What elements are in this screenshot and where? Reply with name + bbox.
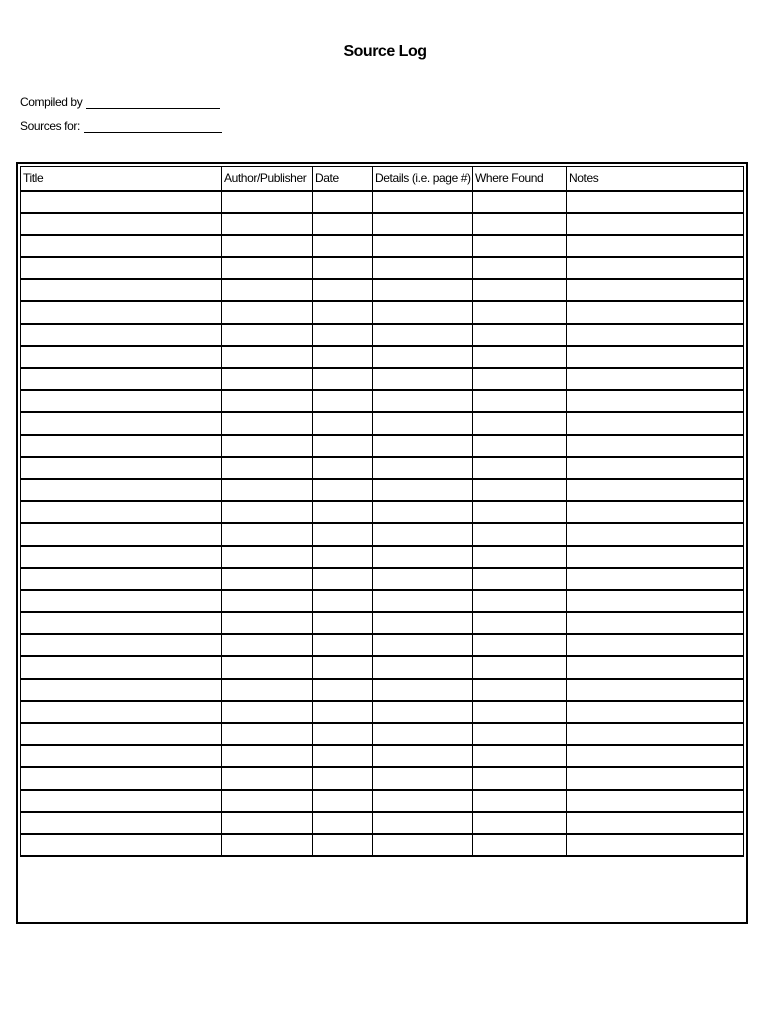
table-cell[interactable] xyxy=(567,568,744,590)
table-cell[interactable] xyxy=(373,701,473,723)
table-cell[interactable] xyxy=(222,191,313,213)
table-cell[interactable] xyxy=(21,767,222,789)
table-cell[interactable] xyxy=(21,346,222,368)
table-cell[interactable] xyxy=(313,435,373,457)
table-cell[interactable] xyxy=(21,457,222,479)
table-cell[interactable] xyxy=(473,501,567,523)
table-cell[interactable] xyxy=(21,523,222,545)
table-cell[interactable] xyxy=(222,612,313,634)
table-cell[interactable] xyxy=(567,412,744,434)
table-cell[interactable] xyxy=(222,390,313,412)
table-cell[interactable] xyxy=(313,723,373,745)
table-row xyxy=(21,656,744,678)
table-cell[interactable] xyxy=(567,479,744,501)
table-cell[interactable] xyxy=(473,568,567,590)
table-cell[interactable] xyxy=(567,191,744,213)
table-cell[interactable] xyxy=(373,745,473,767)
table-row xyxy=(21,590,744,612)
table-cell[interactable] xyxy=(222,301,313,323)
table-cell[interactable] xyxy=(313,568,373,590)
table-cell[interactable] xyxy=(222,523,313,545)
table-cell[interactable] xyxy=(567,634,744,656)
table-cell[interactable] xyxy=(222,324,313,346)
table-cell[interactable] xyxy=(373,368,473,390)
table-cell[interactable] xyxy=(222,501,313,523)
sources-for-line xyxy=(20,119,222,133)
table-cell[interactable] xyxy=(373,612,473,634)
table-cell[interactable] xyxy=(567,257,744,279)
table-cell[interactable] xyxy=(373,546,473,568)
table-cell[interactable] xyxy=(567,745,744,767)
table-cell[interactable] xyxy=(373,834,473,856)
table-row xyxy=(21,479,744,501)
table-cell[interactable] xyxy=(222,812,313,834)
page-title: Source Log xyxy=(343,43,427,60)
table-cell[interactable] xyxy=(222,790,313,812)
table-cell[interactable] xyxy=(21,279,222,301)
table-cell[interactable] xyxy=(313,523,373,545)
table-cell[interactable] xyxy=(473,546,567,568)
table-cell[interactable] xyxy=(567,213,744,235)
table-row xyxy=(21,634,744,656)
table-cell[interactable] xyxy=(473,812,567,834)
table-cell[interactable] xyxy=(313,767,373,789)
table-cell[interactable] xyxy=(222,656,313,678)
table-cell[interactable] xyxy=(567,301,744,323)
table-cell[interactable] xyxy=(567,279,744,301)
table-cell[interactable] xyxy=(473,412,567,434)
table-row xyxy=(21,812,744,834)
table-cell[interactable] xyxy=(373,324,473,346)
table-cell[interactable] xyxy=(313,324,373,346)
table-cell[interactable] xyxy=(222,257,313,279)
table-cell[interactable] xyxy=(222,745,313,767)
table-cell[interactable] xyxy=(473,191,567,213)
table-cell[interactable] xyxy=(222,213,313,235)
table-row xyxy=(21,457,744,479)
table-row xyxy=(21,257,744,279)
table-cell[interactable] xyxy=(313,257,373,279)
table-cell[interactable] xyxy=(473,612,567,634)
table-row xyxy=(21,191,744,213)
sources-for-field[interactable] xyxy=(84,119,222,133)
table-row xyxy=(21,790,744,812)
table-cell[interactable] xyxy=(567,501,744,523)
table-cell[interactable] xyxy=(313,235,373,257)
table-cell[interactable] xyxy=(21,546,222,568)
table-cell[interactable] xyxy=(473,457,567,479)
table-row xyxy=(21,568,744,590)
table-cell[interactable] xyxy=(21,501,222,523)
table-cell[interactable] xyxy=(313,546,373,568)
table-row xyxy=(21,767,744,789)
table-cell[interactable] xyxy=(313,501,373,523)
table-cell[interactable] xyxy=(473,679,567,701)
table-cell[interactable] xyxy=(567,435,744,457)
table-cell[interactable] xyxy=(313,457,373,479)
table-cell[interactable] xyxy=(21,834,222,856)
table-cell[interactable] xyxy=(313,590,373,612)
table-cell[interactable] xyxy=(313,745,373,767)
table-cell[interactable] xyxy=(567,324,744,346)
table-cell[interactable] xyxy=(567,656,744,678)
table-body xyxy=(21,191,744,857)
table-cell[interactable] xyxy=(373,590,473,612)
table-cell[interactable] xyxy=(222,701,313,723)
table-row xyxy=(21,546,744,568)
column-header-notes: Notes xyxy=(567,167,744,191)
table-row xyxy=(21,834,744,856)
table-cell[interactable] xyxy=(373,301,473,323)
table-cell[interactable] xyxy=(313,191,373,213)
table-cell[interactable] xyxy=(567,834,744,856)
table-cell[interactable] xyxy=(473,767,567,789)
table-cell[interactable] xyxy=(473,834,567,856)
table-row xyxy=(21,390,744,412)
table-cell[interactable] xyxy=(313,701,373,723)
table-row xyxy=(21,301,744,323)
table-cell[interactable] xyxy=(473,790,567,812)
table-cell[interactable] xyxy=(373,257,473,279)
table-cell[interactable] xyxy=(567,767,744,789)
column-header-author-publisher: Author/Publisher xyxy=(222,167,313,191)
table-cell[interactable] xyxy=(222,590,313,612)
table-cell[interactable] xyxy=(373,767,473,789)
table-row xyxy=(21,435,744,457)
table-row xyxy=(21,723,744,745)
table-row xyxy=(21,523,744,545)
table-row xyxy=(21,279,744,301)
table-cell[interactable] xyxy=(473,324,567,346)
table-cell[interactable] xyxy=(21,479,222,501)
table-cell[interactable] xyxy=(567,523,744,545)
table-cell[interactable] xyxy=(222,679,313,701)
table-cell[interactable] xyxy=(313,634,373,656)
table-cell[interactable] xyxy=(222,479,313,501)
column-header-where-found: Where Found xyxy=(473,167,567,191)
table-row xyxy=(21,346,744,368)
table-cell[interactable] xyxy=(21,191,222,213)
table-cell[interactable] xyxy=(21,368,222,390)
column-header-details: Details (i.e. page #) xyxy=(373,167,473,191)
table-cell[interactable] xyxy=(222,546,313,568)
table-cell[interactable] xyxy=(222,568,313,590)
table-row xyxy=(21,701,744,723)
table-cell[interactable] xyxy=(313,656,373,678)
table-cell[interactable] xyxy=(567,235,744,257)
table-cell[interactable] xyxy=(373,501,473,523)
table-cell[interactable] xyxy=(313,346,373,368)
table-cell[interactable] xyxy=(473,701,567,723)
table-cell[interactable] xyxy=(373,213,473,235)
table-cell[interactable] xyxy=(21,812,222,834)
table-cell[interactable] xyxy=(21,412,222,434)
table-cell[interactable] xyxy=(222,723,313,745)
table-cell[interactable] xyxy=(567,612,744,634)
table-cell[interactable] xyxy=(373,523,473,545)
compiled-by-label: Compiled by xyxy=(20,95,83,109)
table-cell[interactable] xyxy=(21,790,222,812)
table-row xyxy=(21,235,744,257)
table-cell[interactable] xyxy=(473,368,567,390)
source-log-table xyxy=(20,166,744,857)
table-cell[interactable] xyxy=(21,656,222,678)
table-cell[interactable] xyxy=(21,568,222,590)
table-cell[interactable] xyxy=(21,301,222,323)
table-cell[interactable] xyxy=(567,701,744,723)
table-cell[interactable] xyxy=(567,346,744,368)
table-cell[interactable] xyxy=(373,412,473,434)
table-cell[interactable] xyxy=(473,235,567,257)
table-cell[interactable] xyxy=(313,412,373,434)
table-cell[interactable] xyxy=(373,435,473,457)
table-cell[interactable] xyxy=(313,213,373,235)
table-cell[interactable] xyxy=(373,568,473,590)
table-cell[interactable] xyxy=(222,235,313,257)
table-cell[interactable] xyxy=(222,634,313,656)
table-cell[interactable] xyxy=(313,834,373,856)
table-cell[interactable] xyxy=(473,745,567,767)
table-cell[interactable] xyxy=(373,479,473,501)
column-header-title: Title xyxy=(21,167,222,191)
table-cell[interactable] xyxy=(21,634,222,656)
table-cell[interactable] xyxy=(373,457,473,479)
table-cell[interactable] xyxy=(21,701,222,723)
table-cell[interactable] xyxy=(473,634,567,656)
table-cell[interactable] xyxy=(222,279,313,301)
table-cell[interactable] xyxy=(21,235,222,257)
table-cell[interactable] xyxy=(373,656,473,678)
sources-for-label: Sources for: xyxy=(20,119,80,133)
table-cell[interactable] xyxy=(313,279,373,301)
table-cell[interactable] xyxy=(21,679,222,701)
table-cell[interactable] xyxy=(567,790,744,812)
table-cell[interactable] xyxy=(473,301,567,323)
column-header-date: Date xyxy=(313,167,373,191)
table-cell[interactable] xyxy=(373,235,473,257)
table-cell[interactable] xyxy=(473,656,567,678)
table-cell[interactable] xyxy=(567,457,744,479)
table-cell[interactable] xyxy=(567,723,744,745)
table-cell[interactable] xyxy=(473,523,567,545)
table-header-row xyxy=(21,167,744,191)
table-cell[interactable] xyxy=(373,723,473,745)
table-cell[interactable] xyxy=(567,390,744,412)
table-cell[interactable] xyxy=(567,546,744,568)
table-cell[interactable] xyxy=(313,479,373,501)
table-row xyxy=(21,368,744,390)
table-cell[interactable] xyxy=(313,612,373,634)
source-log-table-frame xyxy=(16,162,748,924)
table-cell[interactable] xyxy=(222,834,313,856)
table-cell[interactable] xyxy=(21,257,222,279)
table-row xyxy=(21,213,744,235)
table-cell[interactable] xyxy=(313,679,373,701)
table-cell[interactable] xyxy=(222,457,313,479)
table-cell[interactable] xyxy=(313,390,373,412)
table-cell[interactable] xyxy=(473,390,567,412)
table-cell[interactable] xyxy=(473,213,567,235)
table-cell[interactable] xyxy=(373,279,473,301)
table-row xyxy=(21,745,744,767)
table-cell[interactable] xyxy=(313,790,373,812)
table-cell[interactable] xyxy=(373,790,473,812)
table-cell[interactable] xyxy=(473,479,567,501)
table-cell[interactable] xyxy=(313,301,373,323)
table-cell[interactable] xyxy=(373,679,473,701)
table-cell[interactable] xyxy=(313,368,373,390)
table-cell[interactable] xyxy=(21,723,222,745)
table-cell[interactable] xyxy=(21,213,222,235)
table-cell[interactable] xyxy=(21,612,222,634)
table-cell[interactable] xyxy=(373,390,473,412)
table-cell[interactable] xyxy=(567,590,744,612)
table-cell[interactable] xyxy=(473,723,567,745)
table-cell[interactable] xyxy=(373,812,473,834)
table-cell[interactable] xyxy=(222,412,313,434)
table-cell[interactable] xyxy=(473,257,567,279)
table-cell[interactable] xyxy=(473,590,567,612)
table-cell[interactable] xyxy=(21,590,222,612)
table-row xyxy=(21,679,744,701)
table-cell[interactable] xyxy=(21,745,222,767)
table-cell[interactable] xyxy=(567,812,744,834)
table-cell[interactable] xyxy=(21,390,222,412)
table-cell[interactable] xyxy=(473,279,567,301)
table-cell[interactable] xyxy=(373,634,473,656)
table-row xyxy=(21,612,744,634)
compiled-by-line xyxy=(20,95,220,109)
table-cell[interactable] xyxy=(373,191,473,213)
table-cell[interactable] xyxy=(222,435,313,457)
table-row xyxy=(21,501,744,523)
table-row xyxy=(21,324,744,346)
table-cell[interactable] xyxy=(567,368,744,390)
table-cell[interactable] xyxy=(313,812,373,834)
table-cell[interactable] xyxy=(222,767,313,789)
table-cell[interactable] xyxy=(373,346,473,368)
table-cell[interactable] xyxy=(21,324,222,346)
table-cell[interactable] xyxy=(473,346,567,368)
table-cell[interactable] xyxy=(473,435,567,457)
table-cell[interactable] xyxy=(567,679,744,701)
compiled-by-field[interactable] xyxy=(86,95,220,109)
table-row xyxy=(21,412,744,434)
table-cell[interactable] xyxy=(21,435,222,457)
table-cell[interactable] xyxy=(222,346,313,368)
table-cell[interactable] xyxy=(222,368,313,390)
